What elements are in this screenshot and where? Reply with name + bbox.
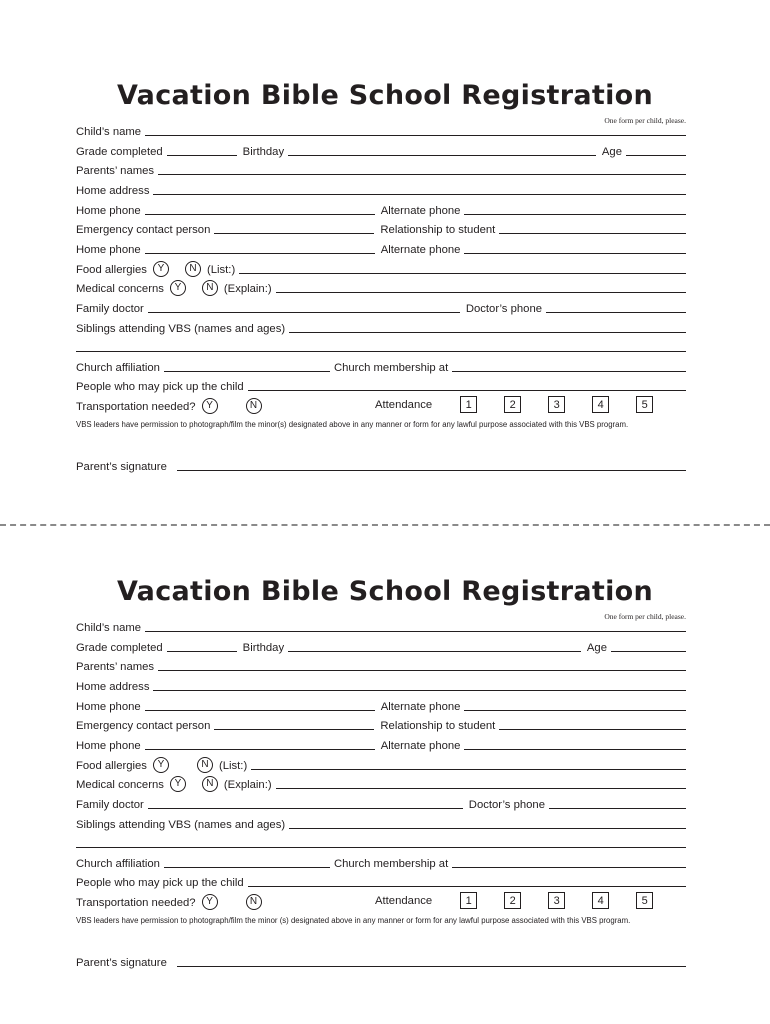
pickup-row (76, 374, 686, 394)
church-membership-field[interactable] (452, 866, 686, 868)
doctors-phone-field[interactable] (546, 311, 686, 313)
attendance-day-4[interactable]: 4 (592, 892, 609, 909)
birthday-label: Birthday (242, 642, 285, 654)
transportation-label: Transportation needed? (76, 897, 196, 909)
medical-row (76, 276, 686, 296)
parents-row (76, 654, 686, 674)
photo-permission-text: VBS leaders have permission to photograph/film the minor(s) designated above in any manner or form for any lawful purpose associated with this VBS program. (76, 420, 629, 429)
form-title: Vacation Bible School Registration (116, 576, 654, 607)
parents-names-label: Parents’ names (76, 165, 155, 177)
alternate-phone-field[interactable] (464, 252, 686, 254)
medical-concerns-label: Medical concerns (76, 779, 164, 791)
childs-name-label: Child’s name (76, 622, 142, 634)
home-phone-label: Home phone (76, 740, 141, 752)
emergency-contact-field[interactable] (214, 728, 374, 730)
childs-name-field[interactable] (145, 630, 686, 632)
church-affiliation-label: Church affiliation (76, 858, 160, 870)
home-phone-label: Home phone (76, 244, 141, 256)
emergency-contact-label: Emergency contact person (76, 224, 211, 236)
doctors-phone-label: Doctor’s phone (465, 303, 543, 315)
food-allergies-field[interactable] (239, 272, 686, 274)
medical-yes[interactable]: Y (170, 776, 186, 792)
attendance-group (375, 396, 680, 413)
transportation-row (76, 394, 376, 414)
food-allergies-label: Food allergies (76, 264, 147, 276)
medical-yes[interactable]: Y (170, 280, 186, 296)
siblings-field-extra[interactable] (76, 846, 686, 848)
medical-concerns-label: Medical concerns (76, 283, 164, 295)
pickup-label: People who may pick up the child (76, 877, 244, 889)
grade-row (76, 139, 686, 159)
food-allergies-no[interactable]: N (185, 261, 201, 277)
grade-completed-label: Grade completed (76, 642, 163, 654)
home-address-field[interactable] (153, 689, 686, 691)
food-allergies-label: Food allergies (76, 760, 147, 772)
church-membership-label: Church membership at (333, 362, 449, 374)
home-phone-label: Home phone (76, 205, 141, 217)
emergency-contact-label: Emergency contact person (76, 720, 211, 732)
home-phone-row (76, 694, 686, 714)
home-address-label: Home address (76, 185, 150, 197)
registration-form-1 (0, 0, 770, 480)
signature-label: Parent’s signature (76, 461, 167, 473)
age-label: Age (586, 642, 607, 654)
home-address-label: Home address (76, 681, 150, 693)
alternate-phone-label: Alternate phone (380, 244, 461, 256)
transportation-yes[interactable]: Y (202, 398, 218, 414)
home-phone-field[interactable] (145, 213, 375, 215)
attendance-day-4[interactable]: 4 (592, 396, 609, 413)
transportation-row (76, 890, 376, 910)
doctor-row (76, 296, 686, 316)
family-doctor-field[interactable] (148, 807, 463, 809)
medical-no[interactable]: N (202, 776, 218, 792)
church-row (76, 851, 686, 871)
childs-name-field[interactable] (145, 134, 686, 136)
medical-concerns-field[interactable] (276, 787, 686, 789)
siblings-row (76, 316, 686, 336)
siblings-row (76, 812, 686, 832)
food-allergies-field[interactable] (251, 768, 686, 770)
family-doctor-label: Family doctor (76, 303, 144, 315)
birthday-label: Birthday (242, 146, 285, 158)
food-allergies-yes[interactable]: Y (153, 757, 169, 773)
parents-names-field[interactable] (158, 173, 686, 175)
home-phone-field[interactable] (145, 252, 375, 254)
transportation-no[interactable]: N (246, 398, 262, 414)
signature-field[interactable] (177, 469, 686, 471)
home-phone-field[interactable] (145, 709, 375, 711)
church-affiliation-field[interactable] (164, 370, 330, 372)
food-allergies-yes[interactable]: Y (153, 261, 169, 277)
emergency-row (76, 217, 686, 237)
transportation-label: Transportation needed? (76, 401, 196, 413)
photo-permission-text: VBS leaders have permission to photograph/film the minor (s) designated above in any manner or form for any lawful purpose associated with this VBS program. (76, 916, 631, 925)
family-doctor-field[interactable] (148, 311, 460, 313)
alternate-phone-label: Alternate phone (380, 701, 461, 713)
medical-no[interactable]: N (202, 280, 218, 296)
birthday-field[interactable] (288, 650, 581, 652)
alternate-phone-label: Alternate phone (380, 740, 461, 752)
age-field[interactable] (626, 154, 686, 156)
relationship-field[interactable] (499, 232, 686, 234)
attendance-day-5[interactable]: 5 (636, 396, 653, 413)
address-row (76, 674, 686, 694)
attendance-day-2[interactable]: 2 (504, 396, 521, 413)
address-row (76, 178, 686, 198)
church-affiliation-field[interactable] (164, 866, 330, 868)
registration-form-2 (0, 496, 770, 976)
age-field[interactable] (611, 650, 686, 652)
relationship-label: Relationship to student (380, 224, 496, 236)
birthday-field[interactable] (288, 154, 596, 156)
attendance-day-5[interactable]: 5 (636, 892, 653, 909)
food-allergies-row (76, 753, 686, 773)
one-form-note: One form per child, please. (604, 612, 686, 621)
childs-name-row (76, 116, 686, 139)
grade-completed-field[interactable] (167, 650, 237, 652)
food-allergies-no[interactable]: N (197, 757, 213, 773)
medical-concerns-field[interactable] (276, 291, 686, 293)
siblings-field[interactable] (289, 827, 686, 829)
home-phone-2-row (76, 237, 686, 257)
transportation-yes[interactable]: Y (202, 894, 218, 910)
siblings-extra-row (76, 335, 686, 355)
attendance-day-2[interactable]: 2 (504, 892, 521, 909)
relationship-field[interactable] (499, 728, 686, 730)
alternate-phone-field[interactable] (464, 748, 686, 750)
explain-label: (Explain:) (223, 779, 272, 791)
list-label: (List:) (218, 760, 248, 772)
church-affiliation-label: Church affiliation (76, 362, 160, 374)
church-row (76, 355, 686, 375)
attendance-label: Attendance (375, 398, 433, 411)
doctors-phone-label: Doctor’s phone (468, 799, 545, 811)
food-allergies-row (76, 257, 686, 277)
pickup-field[interactable] (248, 389, 686, 391)
attendance-day-3[interactable]: 3 (548, 892, 565, 909)
pickup-label: People who may pick up the child (76, 381, 244, 393)
alternate-phone-field[interactable] (464, 213, 686, 215)
grade-row (76, 635, 686, 655)
list-label: (List:) (206, 264, 236, 276)
family-doctor-label: Family doctor (76, 799, 144, 811)
home-phone-2-row (76, 733, 686, 753)
emergency-row (76, 713, 686, 733)
parents-names-field[interactable] (158, 669, 686, 671)
church-membership-field[interactable] (452, 370, 686, 372)
siblings-extra-row (76, 831, 686, 851)
signature-field[interactable] (177, 965, 686, 967)
explain-label: (Explain:) (223, 283, 272, 295)
one-form-note: One form per child, please. (604, 116, 686, 125)
attendance-group (375, 892, 680, 909)
medical-row (76, 772, 686, 792)
pickup-field[interactable] (248, 885, 686, 887)
transportation-no[interactable]: N (246, 894, 262, 910)
church-membership-label: Church membership at (333, 858, 449, 870)
signature-label: Parent’s signature (76, 957, 167, 969)
childs-name-label: Child’s name (76, 126, 142, 138)
doctors-phone-field[interactable] (549, 807, 686, 809)
attendance-label: Attendance (375, 894, 433, 907)
grade-completed-label: Grade completed (76, 146, 163, 158)
alternate-phone-field[interactable] (464, 709, 686, 711)
doctor-row (76, 792, 686, 812)
signature-row (76, 950, 686, 970)
siblings-field[interactable] (289, 331, 686, 333)
attendance-day-1[interactable]: 1 (460, 396, 477, 413)
attendance-day-1[interactable]: 1 (460, 892, 477, 909)
home-phone-label: Home phone (76, 701, 141, 713)
relationship-label: Relationship to student (380, 720, 496, 732)
alternate-phone-label: Alternate phone (380, 205, 461, 217)
grade-completed-field[interactable] (167, 154, 237, 156)
home-phone-field[interactable] (145, 748, 375, 750)
parents-names-label: Parents’ names (76, 661, 155, 673)
emergency-contact-field[interactable] (214, 232, 374, 234)
childs-name-row (76, 612, 686, 635)
attendance-day-3[interactable]: 3 (548, 396, 565, 413)
siblings-label: Siblings attending VBS (names and ages) (76, 323, 286, 335)
home-phone-row (76, 198, 686, 218)
age-label: Age (601, 146, 622, 158)
siblings-label: Siblings attending VBS (names and ages) (76, 819, 286, 831)
pickup-row (76, 870, 686, 890)
signature-row (76, 454, 686, 474)
parents-row (76, 158, 686, 178)
siblings-field-extra[interactable] (76, 350, 686, 352)
form-title: Vacation Bible School Registration (116, 80, 654, 111)
home-address-field[interactable] (153, 193, 686, 195)
